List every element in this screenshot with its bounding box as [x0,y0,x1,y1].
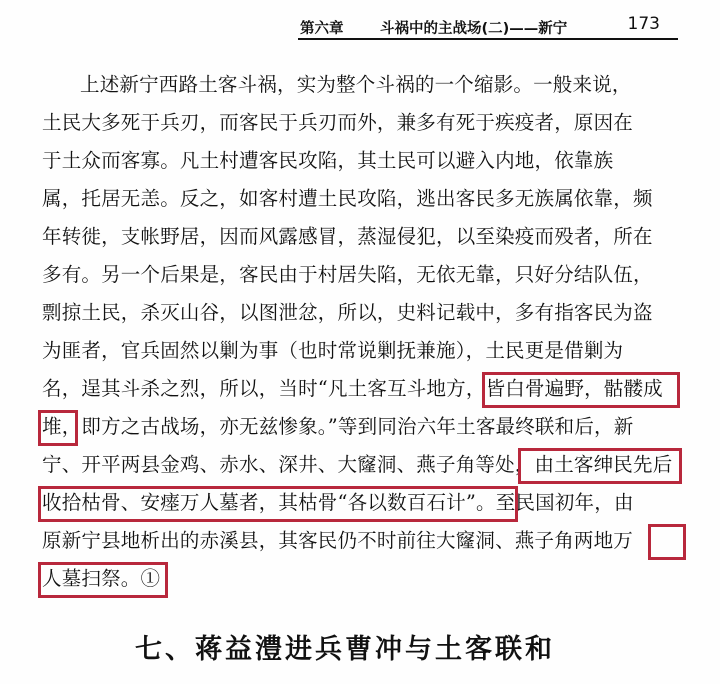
highlight-box [482,372,680,408]
text-line: 收拾枯骨、安瘗万人墓者，其枯骨“各以数百石计”。至民国初年，由 [42,491,634,514]
text-line: 土民大多死于兵刃，而客民于兵刃而外，兼多有死于疾疫者，原因在 [42,111,634,134]
highlight-box [648,524,686,560]
text-line: 于土众而客寡。凡土村遭客民攻陷，其土民可以避入内地，依靠族 [42,149,614,172]
text-line: 上述新宁西路土客斗祸，实为整个斗祸的一个缩影。一般来说， [80,73,632,96]
text-line: 为匪者，官兵固然以剿为事（也时常说剿抚兼施），土民更是借剿为 [42,339,624,362]
text-line: 堆，即方之古战场，亦无兹惨象。”等到同治六年土客最终联和后，新 [42,415,634,438]
chapter-title: 斗祸中的主战场(二)——新宁 [380,21,568,37]
highlight-box [518,448,682,484]
section-heading: 七、蒋益澧进兵曹冲与土客联和 [135,634,555,665]
running-header [300,14,680,36]
text-line: 属，托居无恙。反之，如客村遭土民攻陷，逃出客民多无族属依靠，频 [42,187,653,210]
text-line: 剽掠土民，杀灭山谷，以图泄忿，所以，史料记载中，多有指客民为盗 [42,301,653,324]
chapter-label: 第六章 [300,21,344,37]
text-line: 宁、开平两县金鸡、赤水、深井、大窿洞、燕子角等处，由土客绅民先后 [42,453,673,476]
text-line: 多有。另一个后果是，客民由于村居失陷，无依无靠，只好分结队伍， [42,263,653,286]
text-line: 原新宁县地析出的赤溪县，其客民仍不时前往大窿洞、燕子角两地万 [42,529,634,552]
highlight-box [38,410,78,446]
highlight-box [38,486,518,522]
page-number: 173 [627,14,660,34]
text-line: 名，逞其斗杀之烈，所以，当时“凡土客互斗地方，皆白骨遍野，骷髅成 [42,377,663,400]
header-rule [298,38,678,40]
text-line: 人墓扫祭。① [42,567,161,590]
highlight-box [38,562,168,598]
text-line: 年转徙，支帐野居，因而风露感冒，蒸湿侵犯，以至染疫而殁者，所在 [42,225,653,248]
